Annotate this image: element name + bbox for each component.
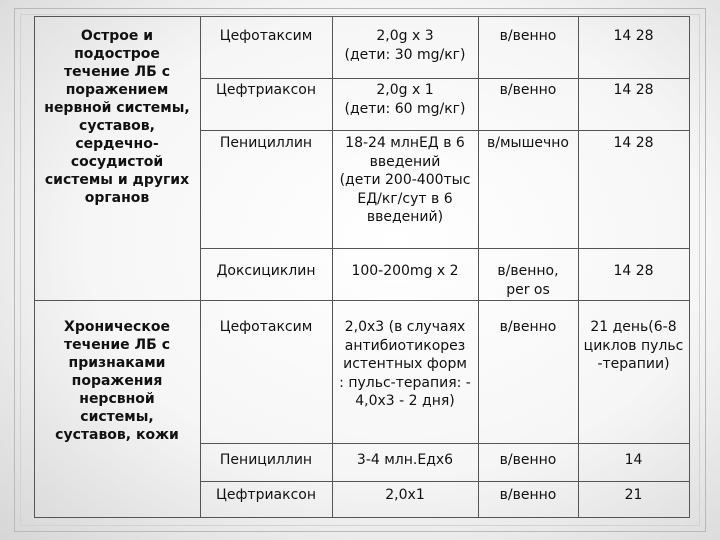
drug-cell: Пенициллин: [219, 135, 313, 151]
condition-chronic: Хроническое течение ЛБ с признаками поражения нерсвной системы, суставов, кожи: [55, 319, 179, 443]
dose-cell: 100-200mg х 2: [351, 263, 459, 279]
treatment-table: [34, 16, 690, 518]
route-cell: в/венно: [499, 487, 557, 503]
drug-cell: Пенициллин: [219, 452, 313, 468]
duration-cell: 14: [624, 452, 643, 468]
route-cell: в/венно: [499, 319, 557, 335]
dose-cell: 2,0х1: [385, 487, 425, 503]
row-divider: [200, 248, 690, 249]
row-divider: [200, 78, 690, 79]
drug-cell: Доксициклин: [216, 263, 316, 279]
route-cell: в/венно: [499, 82, 557, 98]
duration-cell: 14 28: [613, 28, 654, 44]
route-cell: в/венно: [499, 28, 557, 44]
route-cell: в/мышечно: [487, 135, 569, 151]
duration-cell: 14 28: [613, 135, 654, 151]
duration-cell: 14 28: [613, 82, 654, 98]
group-divider: [34, 300, 690, 301]
dose-cell: 2,0g х 3 (дети: 30 mg/кг): [344, 28, 466, 63]
dose-cell: 3-4 млн.Едх6: [356, 452, 454, 468]
route-cell: в/венно, per os: [497, 263, 559, 298]
condition-acute: Острое и подострое течение ЛБ с поражением нервной системы, суставов, сердечно- сосудистой системы и других органов: [44, 28, 190, 206]
route-cell: в/венно: [499, 452, 557, 468]
dose-cell: 18-24 млнЕД в 6 введений (дети 200-400тыс ЕД/кг/сут в 6 введений): [339, 135, 471, 225]
dose-cell: 2,0х3 (в случаях антибиотикорез истентных форм : пульс-терапия: - 4,0х3 - 2 дня): [339, 319, 471, 409]
table-top-border: [34, 16, 690, 17]
dose-cell: 2,0g х 1 (дети: 60 mg/кг): [344, 82, 466, 117]
drug-cell: Цефтриаксон: [215, 487, 317, 503]
duration-cell: 14 28: [613, 263, 654, 279]
duration-cell: 21: [624, 487, 643, 503]
row-divider: [200, 443, 690, 444]
row-divider: [200, 481, 690, 482]
drug-cell: Цефотаксим: [219, 319, 313, 335]
duration-cell: 21 день(6-8 циклов пульс -терапии): [583, 319, 684, 372]
table-bottom-border: [34, 517, 690, 518]
drug-cell: Цефотаксим: [219, 28, 313, 44]
row-divider: [200, 130, 690, 131]
table-right-border: [689, 16, 690, 518]
drug-cell: Цефтриаксон: [215, 82, 317, 98]
